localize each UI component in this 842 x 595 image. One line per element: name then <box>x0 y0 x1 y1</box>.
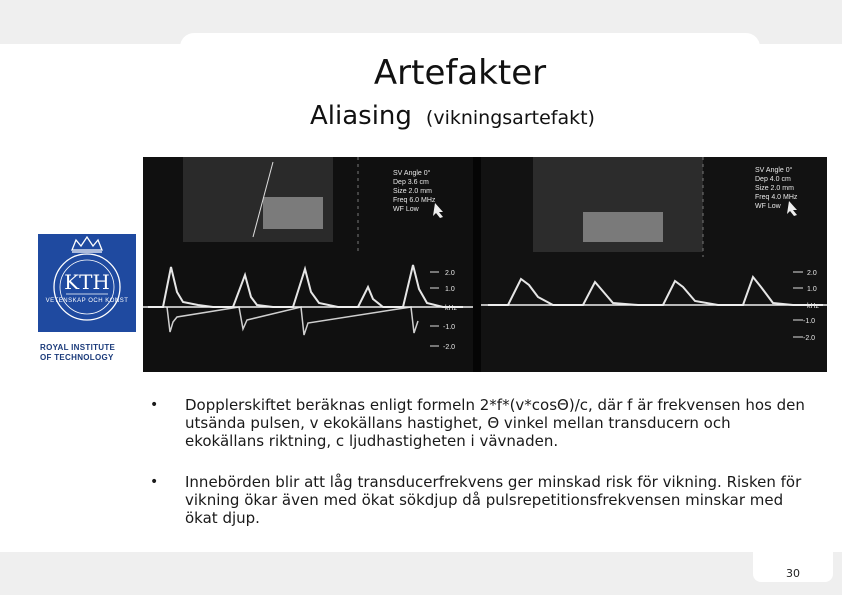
slide-title: Artefakter <box>373 53 547 93</box>
left-setting-2: Dep 3.6 cm <box>393 179 429 186</box>
kth-crest-icon <box>38 234 136 332</box>
left-scale-3: kHz <box>445 305 458 312</box>
logo-initials: KTH <box>64 270 110 294</box>
bullet-marker: • <box>150 474 159 490</box>
subtitle-main: Aliasing <box>310 101 412 131</box>
page-number: 30 <box>786 567 800 580</box>
bullet-text-1: Dopplerskiftet beräknas enligt formeln 2*f*(v*cosΘ)/c, där f är frekvensen hos den utsända pulsen, v ekokällans hastighet, Θ vinkel mellan transducern och ekokällans riktning, c ljudhastigheten i vävnaden. <box>185 396 805 450</box>
kth-logo <box>38 234 136 332</box>
right-setting-2: Dep 4.0 cm <box>755 176 791 183</box>
wordmark-line2: OF TECHNOLOGY <box>40 353 114 362</box>
bullet-marker: • <box>150 397 159 413</box>
left-setting-3: Size 2.0 mm <box>393 188 432 195</box>
right-setting-1: SV Angle 0° <box>755 167 793 174</box>
doppler-spectrum-figure <box>143 157 827 372</box>
bullet-item <box>150 473 810 527</box>
right-scale-5: -2.0 <box>803 335 816 342</box>
left-setting-1: SV Angle 0° <box>393 170 431 177</box>
logo-arc-text: VETENSKAP OCH KONST <box>45 298 129 304</box>
bottom-band <box>0 552 842 595</box>
left-setting-5: WF Low <box>393 206 419 213</box>
left-scale-4: -1.0 <box>443 324 456 331</box>
left-scale-2: 1.0 <box>445 286 455 293</box>
slide-subtitle <box>310 101 595 131</box>
bullet-item <box>150 396 810 450</box>
right-setting-3: Size 2.0 mm <box>755 185 794 192</box>
wordmark-line1: ROYAL INSTITUTE <box>40 343 116 352</box>
bullet-text-2: Innebörden blir att låg transducerfrekvens ger minskad risk för vikning. Risken för vikning ökar även med ökat sökdjup då pulsrepetitionsfrekvensen minskar med ökat djup. <box>185 473 802 527</box>
right-setting-5: WF Low <box>755 203 781 210</box>
left-scale-1: 2.0 <box>445 270 455 277</box>
right-setting-4: Freq 4.0 MHz <box>755 194 798 201</box>
kth-wordmark <box>40 343 115 363</box>
right-scale-1: 2.0 <box>807 270 817 277</box>
left-scale-5: -2.0 <box>443 344 456 351</box>
bullet-list <box>150 396 810 550</box>
right-scale-2: 1.0 <box>807 286 817 293</box>
ultrasound-image <box>143 157 827 372</box>
right-scale-3: kHz <box>807 303 820 310</box>
subtitle-paren: (vikningsartefakt) <box>425 107 595 129</box>
right-scale-4: -1.0 <box>803 318 816 325</box>
left-setting-4: Freq 6.0 MHz <box>393 197 436 204</box>
